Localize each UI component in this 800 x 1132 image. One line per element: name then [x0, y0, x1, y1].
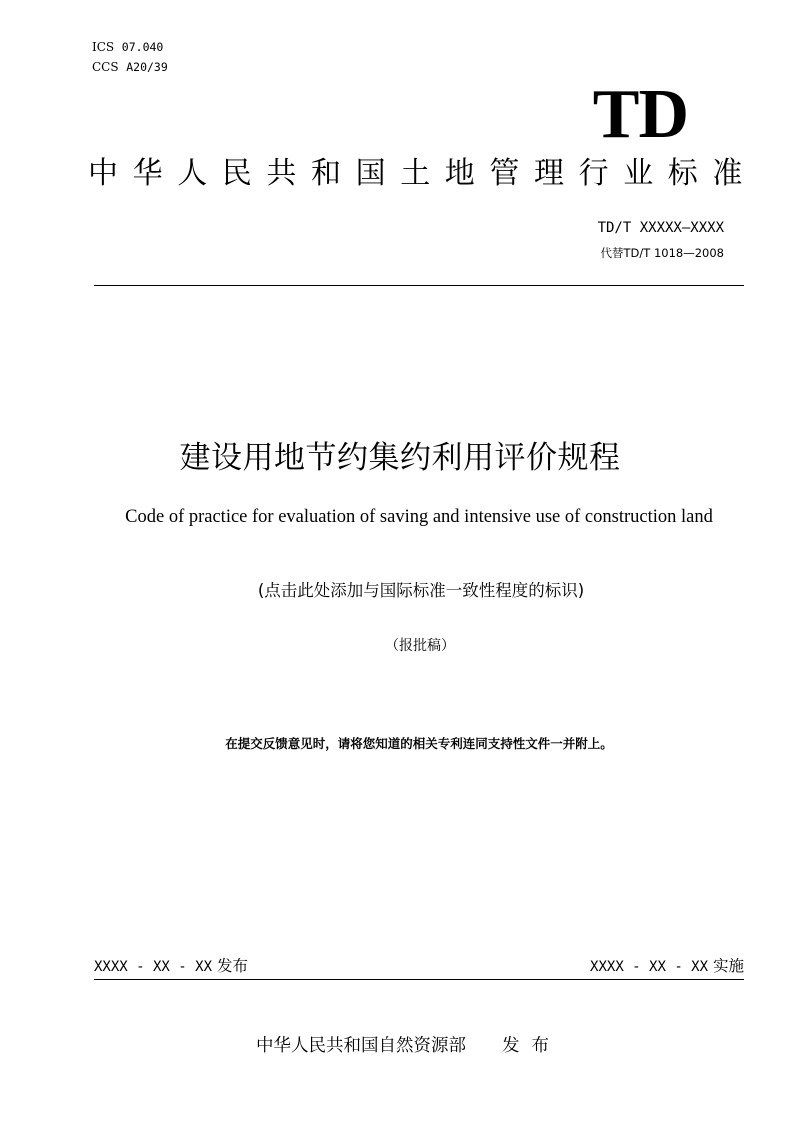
issue-date: XXXX - XX - XX: [94, 959, 213, 975]
ccs-code-line: [92, 60, 168, 74]
ccs-code: A20/39: [126, 60, 168, 74]
implement-date-line: [590, 955, 744, 978]
ics-label: ICS: [92, 40, 115, 54]
td-logo: TD: [592, 76, 688, 153]
draft-status: （报批稿）: [385, 638, 455, 654]
document-title-english: Code of practice for evaluation of saving and intensive use of construction land: [125, 507, 713, 527]
standard-category-name: 中华人民共和国土地管理行业标准: [88, 156, 757, 191]
ics-code: 07.040: [121, 40, 164, 54]
patent-notice: 在提交反馈意见时，请将您知道的相关专利连同支持性文件一并附上。: [225, 736, 613, 751]
header-divider: [94, 285, 744, 286]
footer-divider: [94, 979, 744, 980]
ccs-label: CCS: [92, 60, 119, 74]
conformity-placeholder[interactable]: (点击此处添加与国际标准一致性程度的标识): [257, 581, 585, 600]
replaces-standard: 代替TD/T 1018—2008: [600, 246, 724, 260]
issue-label: 发布: [216, 957, 248, 975]
publisher-line: [256, 1033, 561, 1059]
implement-date: XXXX - XX - XX: [590, 959, 709, 975]
standard-number: TD/T XXXXX—XXXX: [597, 220, 724, 236]
issue-date-line: [94, 955, 248, 978]
publish-verb: 发布: [502, 1036, 561, 1056]
ics-code-line: [92, 40, 163, 54]
document-title-chinese: 建设用地节约集约利用评价规程: [179, 440, 621, 476]
publisher-name: 中华人民共和国自然资源部: [256, 1036, 466, 1056]
implement-label: 实施: [712, 957, 744, 975]
